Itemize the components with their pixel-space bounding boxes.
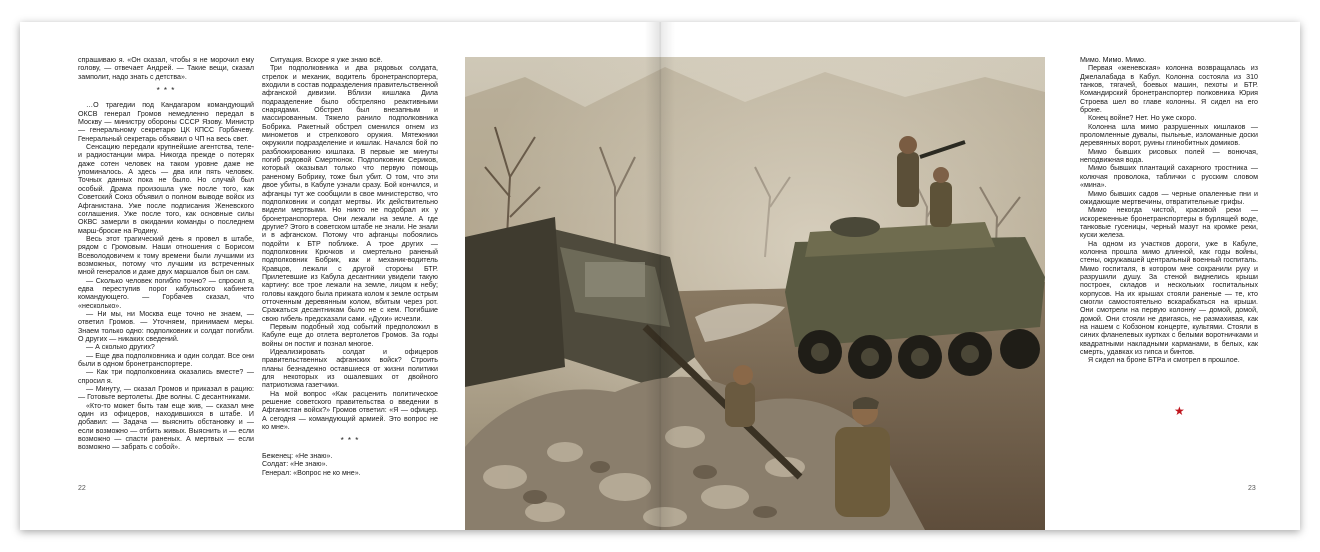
paragraph: — Сколько человек погибло точно? — спросил я, едва переступив порог кабульского кабинета командующего. — Горбачев сказал, что «несколько». [78,276,254,310]
page-number-left: 22 [78,485,86,492]
paragraph: Идеализировать солдат и офицеров правительственных афганских войск? Строить планы безнадежно оставшиеся от жизни политики для некоторых из ошалевших от двойного патриотизма газетчики. [262,348,438,390]
paragraph: спрашиваю я. «Он сказал, чтобы я не морочил ему голову, — отвечает Андрей. — Такие вещи, сказал замполит, надо знать с детства». [78,56,254,81]
section-divider: * * * [340,436,360,446]
section-divider: * * * [156,86,176,96]
paragraph: Сенсацию передали крупнейшие агентства, теле- и радиостанции мира. Никогда прежде о потерях даже сотен человек на таком уровне даже не упоминалось. А здесь — два или пять человек. Точных данных пока не было. Но случай был особый. Драма произошла уже после того, как Советский Союз объявил о полном выводе войск из Афганистана. Уже после подписания Женевского соглашения. Уже после того, как основные силы ОКВС замерли в ожидании команды о последнем марш-броске на Родину. [78,143,254,235]
paragraph: Мимо. Мимо. Мимо. [1080,56,1146,64]
paragraph: Мимо бывших рисовых полей — вонючая, неподвижная вода. [1080,147,1258,165]
paragraph: Мимо бывших плантаций сахарного тростника — колючая проволока, таблички с русским словом «мина». [1080,164,1258,190]
paragraph: Конец войне? Нет. Но уже скоро. [1088,114,1197,123]
paragraph: Мимо некогда чистой, красивой реки — искореженные бронетранспортеры в бурлящей воде, танковые гусеницы, черный мазут на кромке реки, куски железа. [1080,206,1258,240]
verse-line: Беженец: «Не знаю». [262,451,333,460]
verse-line: Генерал: «Вопрос не ко мне». [262,468,361,477]
apc-icon [785,217,1045,379]
paragraph: …О трагедии под Кандагаром командующий ОКСВ генерал Громов немедленно передал в Москву — министру обороны СССР Язову. Министр — генеральному секретарю ЦК КПСС Горбачеву. Генеральный секретарь объявил о ЧП на весь свет. [78,101,254,143]
war-photograph [465,57,1045,530]
page-number-right: 23 [1248,485,1256,492]
paragraph: На одном из участков дороги, уже в Кабуле, колонна прошла мимо длинной, как годы войны, стены, окружавшей центральный военный госпиталь. Мимо госпиталя, в котором мне сохранили руку и разрушили душу. За стеной виднелись крыши построек, складов и нескольких госпитальных корпусов. На их крышах стояли раненые — те, кто смогли самостоятельно вскарабкаться на крыши. Они смотрели на первую колонну — домой, домой, домой. Они стояли не двигаясь, не размахивая, как на нашем с Кобзоном концерте, культями. Стояли в синих фланелевых куртках с белыми воротничками и квадратными накладными карманами, в белых, как смерть, удавках из гипса и бинтов. [1080,239,1258,357]
paragraph: Ситуация. Вскоре я уже знаю всё. [270,56,383,64]
paragraph: «Кто-то может быть там еще жив, — сказал мне один из офицеров, находившихся в штабе. И добавил: — Задача — выяснить обстановку и — если возможно — отбить живых. Выяснить и — если возможно — спасти раненых. А мертвых — если возможно — забрать с собой». [78,401,254,452]
paragraph: Три подполковника и два рядовых солдата, стрелок и механик, водитель бронетранспортера, входили в состав подразделения правительственной афганской дивизии. Вблизи кишлака Дила подразделение было обстреляно реактивными снарядами. Обстрел был внезапным и массированным. Тяжело ранило подполковника Бобрика. Ракетный обстрел сменился огнем из минометов и стрелкового оружия. Мятежники окружили подразделение и кишлак. Начался бой по разблокированию кишлака. В первые же минуты погиб рядовой Смертюнок. Подполковник Сериков, который оказывал только что первую помощь раненому Бобрику, тоже был убит. О том, что эти двое убиты, в Кабуле узнали сразу. Бой кончился, и афганцы тут же сообщили в свое министерство, что подполковник и солдат мертвы. Их действительно видели мертвыми. Но никто не подобрал их у бронетранспортера. Они лежали на земле. А где другие? Этого в советском штабе не знали. Не знали и в афганском. Потому что афганцы побоялись подойти к БТР поближе. А трое других — подполковник Крючков и смертельно раненый подполковник Бобрик, как и механик-водитель Кравцов, лежали с другой стороны БТР. Прилетевшие из Кабула десантники увидели такую картину: все трое лежали на земле, лицом к небу; головы каждого была прижата колом к земле острым отточенным деревянным колом, вбитым через рот. Сражаться десантникам было не с кем. Погибшие свою гибель предсказали сами. «Духи» исчезли. [262,64,438,323]
paragraph: — Еще два подполковника и один солдат. Все они были в одном бронетранспортере. [78,351,254,369]
magazine-spread [20,22,1300,530]
paragraph: Я сидел на броне БТРа и смотрел в прошлое. [1088,356,1240,365]
column-2 [262,56,438,477]
paragraph: — Как три подполковника оказались вместе? — спросил я. [78,368,254,385]
column-1 [78,56,254,452]
paragraph: — А сколько других? [86,343,155,352]
paragraph: — Минуту, — сказал Громов и приказал в рацию: — Готовьте вертолеты. Две волны. С десантниками. [78,385,254,402]
paragraph: На мой вопрос «Как расценить политическое решение советского правительства о введении в Афганистан войск?» Громов ответил: «Я — офицер. А сегодня — командующий армией. Это вопрос не ко мне». [262,389,438,432]
paragraph: Первая «женевская» колонна возвращалась из Джелалабада в Кабул. Колонна состояла из 310 танков, тягачей, боевых машин, пехоты и БТР. Командирский бронетранспортер полковника Юрия Строева шел во главе колонны. Я сидел на его броне. [1080,64,1258,115]
verse-line: Солдат: «Не знаю». [262,460,328,469]
column-3 [1080,56,1258,365]
red-star-icon: ★ [1174,404,1185,418]
paragraph: Весь этот трагический день я провел в штабе, рядом с Громовым. Наши отношения с Борисом Всеволодовичем к тому времени были лучшими из возможных, потому что лучшим из встреченных мной генералов и даже двух маршалов был он сам. [78,234,254,277]
paragraph: — Ни мы, ни Москва еще точно не знаем, — ответил Громов. — Уточняем, принимаем меры. Знаем только одно: подполковник и солдат погибли. О других — никаких сведений. [78,309,254,343]
paragraph: Первым подобный ход событий предположил в Кабуле еще до отлета вертолетов Громов. За годы войны он постиг и познал многое. [262,323,438,348]
paragraph: Мимо бывших садов — черные опаленные пни и ожидающие мертвечины, отвратительные грифы. [1080,189,1258,206]
paragraph: Колонна шла мимо разрушенных кишлаков — проломленные дувалы, пыльные, изломанные доски деревянных ворот, руины глинобитных домиков. [1080,122,1258,148]
